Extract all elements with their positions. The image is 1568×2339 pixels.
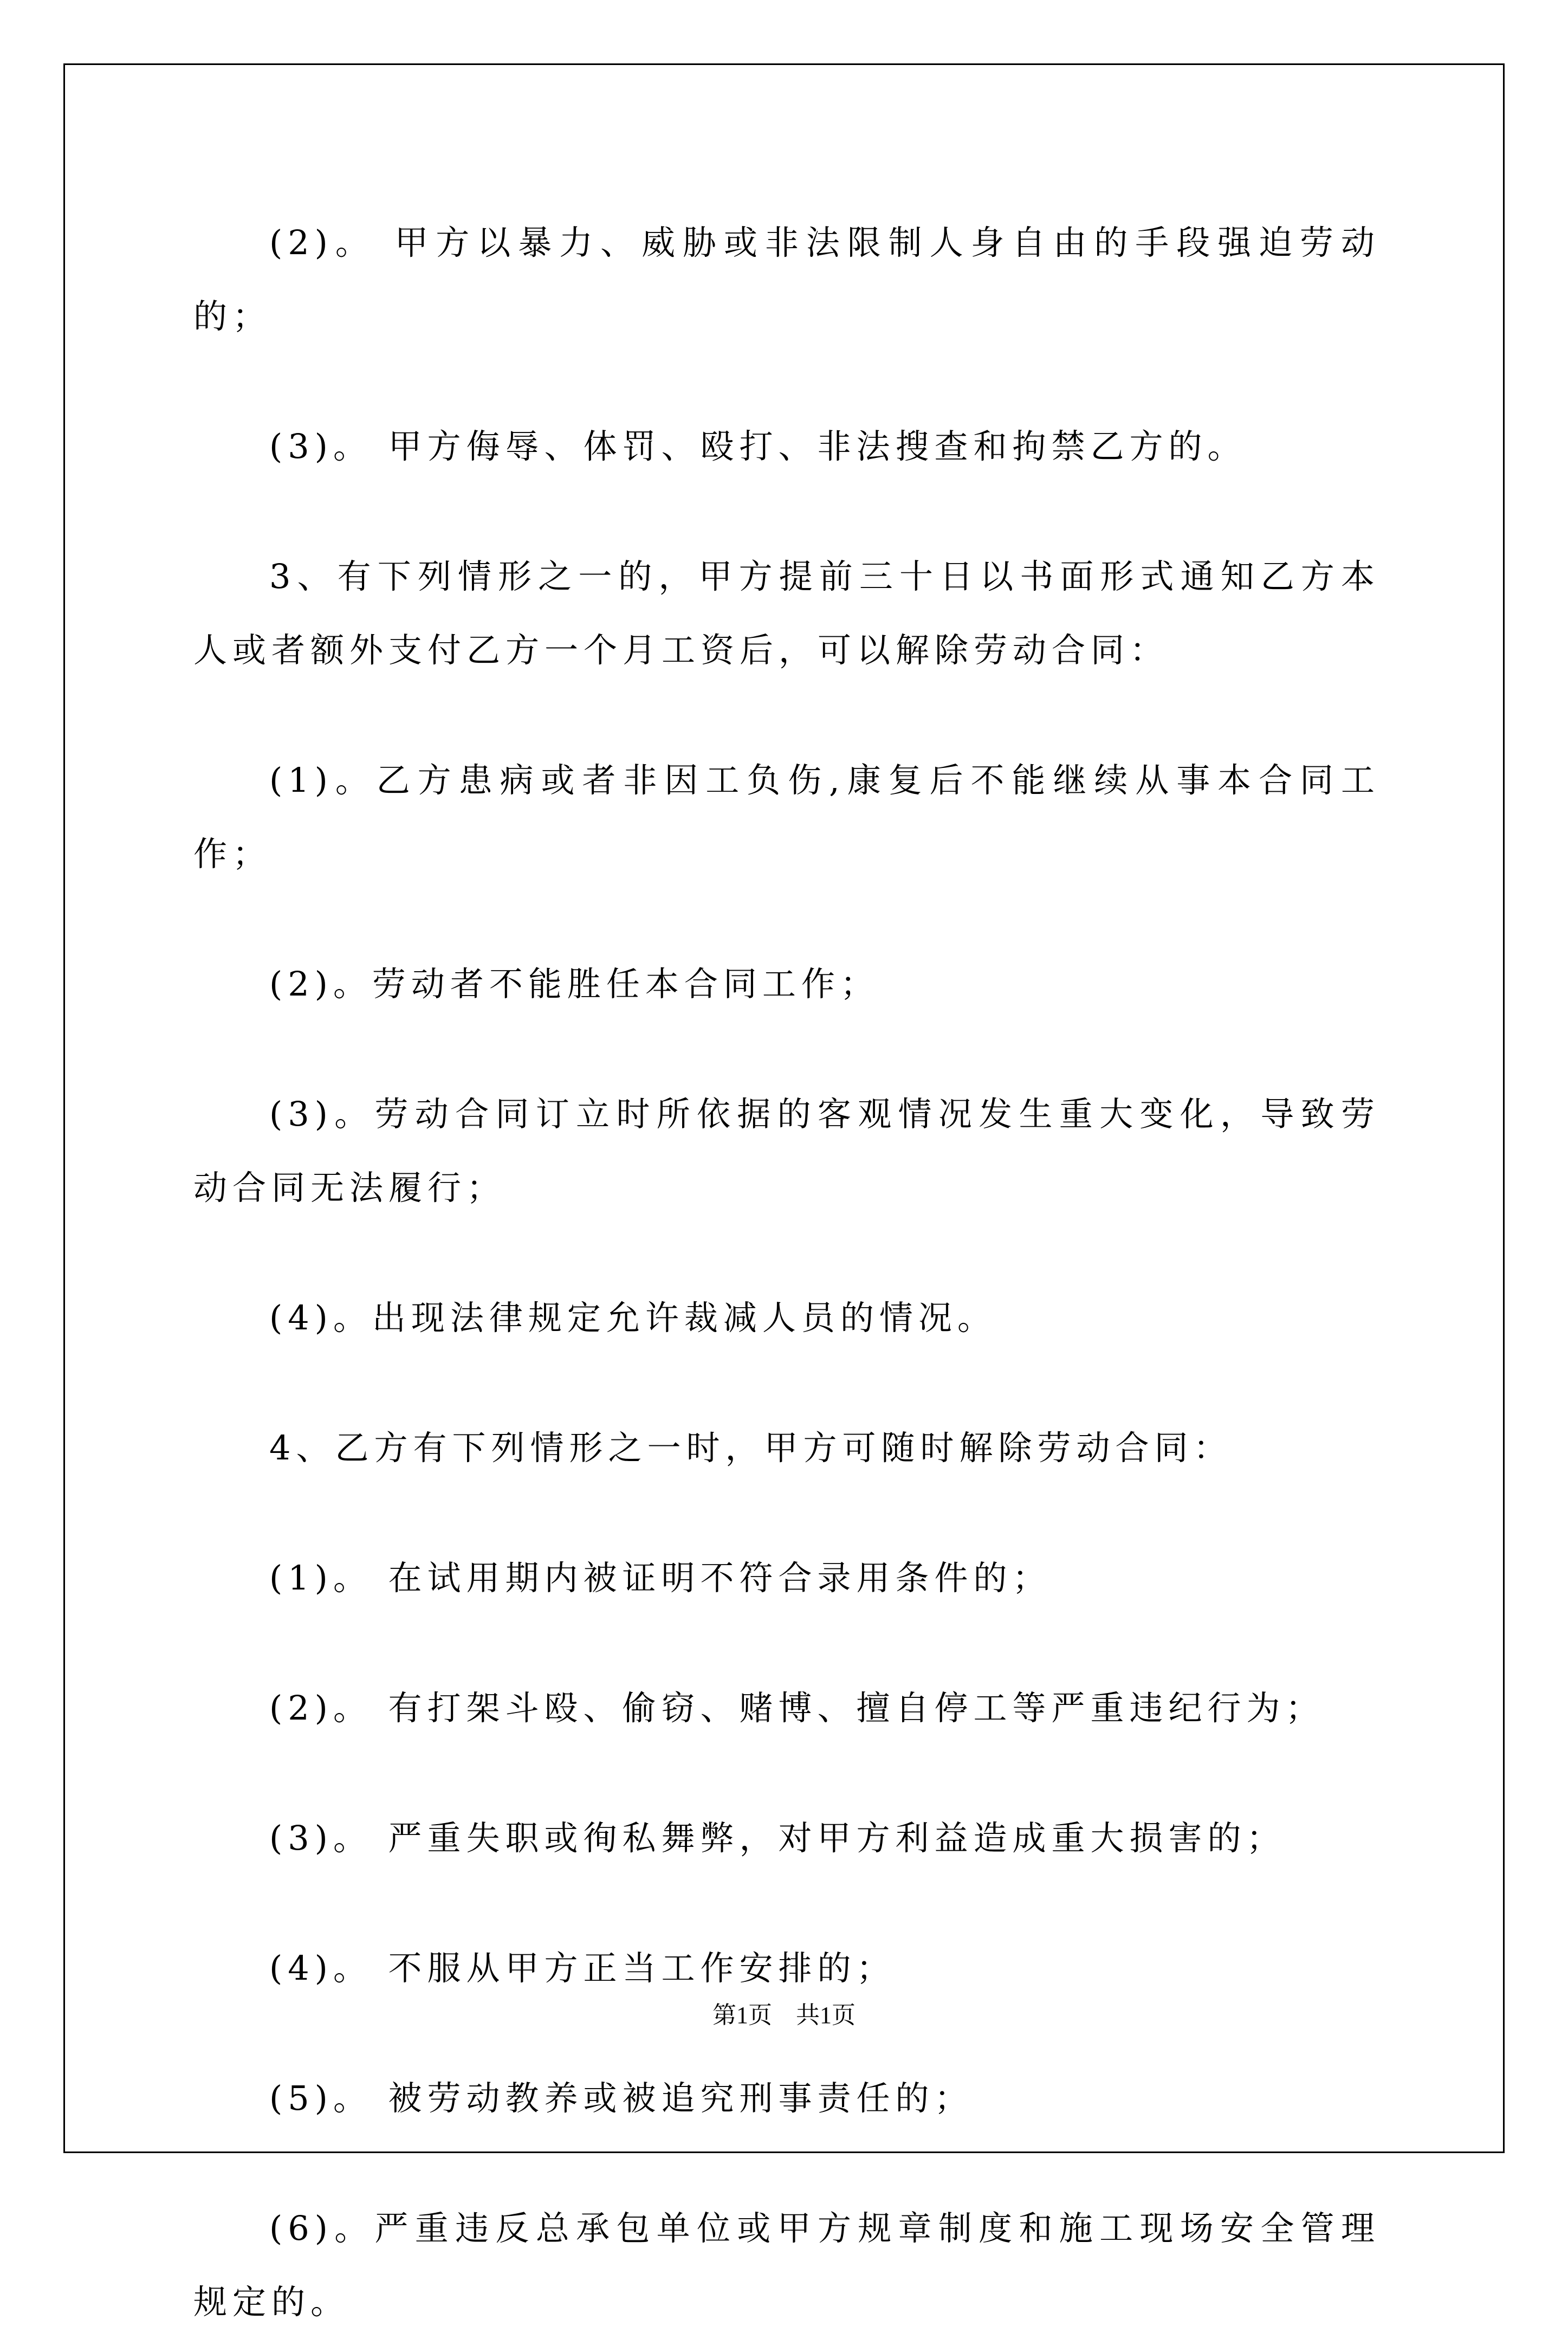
paragraph: (6)。严重违反总承包单位或甲方规章制度和施工现场安全管理规定的。: [193, 2208, 1380, 2322]
paragraph: 3、有下列情形之一的，甲方提前三十日以书面形式通知乙方本人或者额外支付乙方一个月工资后，可以解除劳动合同：: [193, 557, 1380, 670]
paragraph: 4、乙方有下列情形之一时，甲方可随时解除劳动合同：: [269, 1428, 1233, 1468]
paragraph: (2)。 甲方以暴力、威胁或非法限制人身自由的手段强迫劳动的；: [193, 223, 1380, 336]
paragraph: (1)。乙方患病或者非因工负伤,康复后不能继续从事本合同工作；: [193, 760, 1380, 874]
paragraph: (5)。 被劳动教养或被追究刑事责任的；: [269, 2078, 974, 2118]
paragraph: (2)。 有打架斗殴、偷窃、赌博、擅自停工等严重违纪行为；: [269, 1688, 1325, 1728]
paragraph: (3)。劳动合同订立时所依据的客观情况发生重大变化，导致劳动合同无法履行；: [193, 1094, 1380, 1207]
paragraph: (4)。出现法律规定允许裁减人员的情况。: [269, 1298, 996, 1338]
paragraph: (4)。 不服从甲方正当工作安排的；: [269, 1948, 896, 1988]
paragraph: (3)。 甲方侮辱、体罚、殴打、非法搜查和拘禁乙方的。: [269, 427, 1247, 466]
page-number: 第1页 共1页: [712, 2002, 856, 2028]
paragraph: (1)。 在试用期内被证明不符合录用条件的；: [269, 1558, 1052, 1598]
paragraph: (3)。 严重失职或徇私舞弊，对甲方利益造成重大损害的；: [269, 1818, 1286, 1858]
paragraph: (2)。劳动者不能胜任本合同工作；: [269, 964, 879, 1004]
